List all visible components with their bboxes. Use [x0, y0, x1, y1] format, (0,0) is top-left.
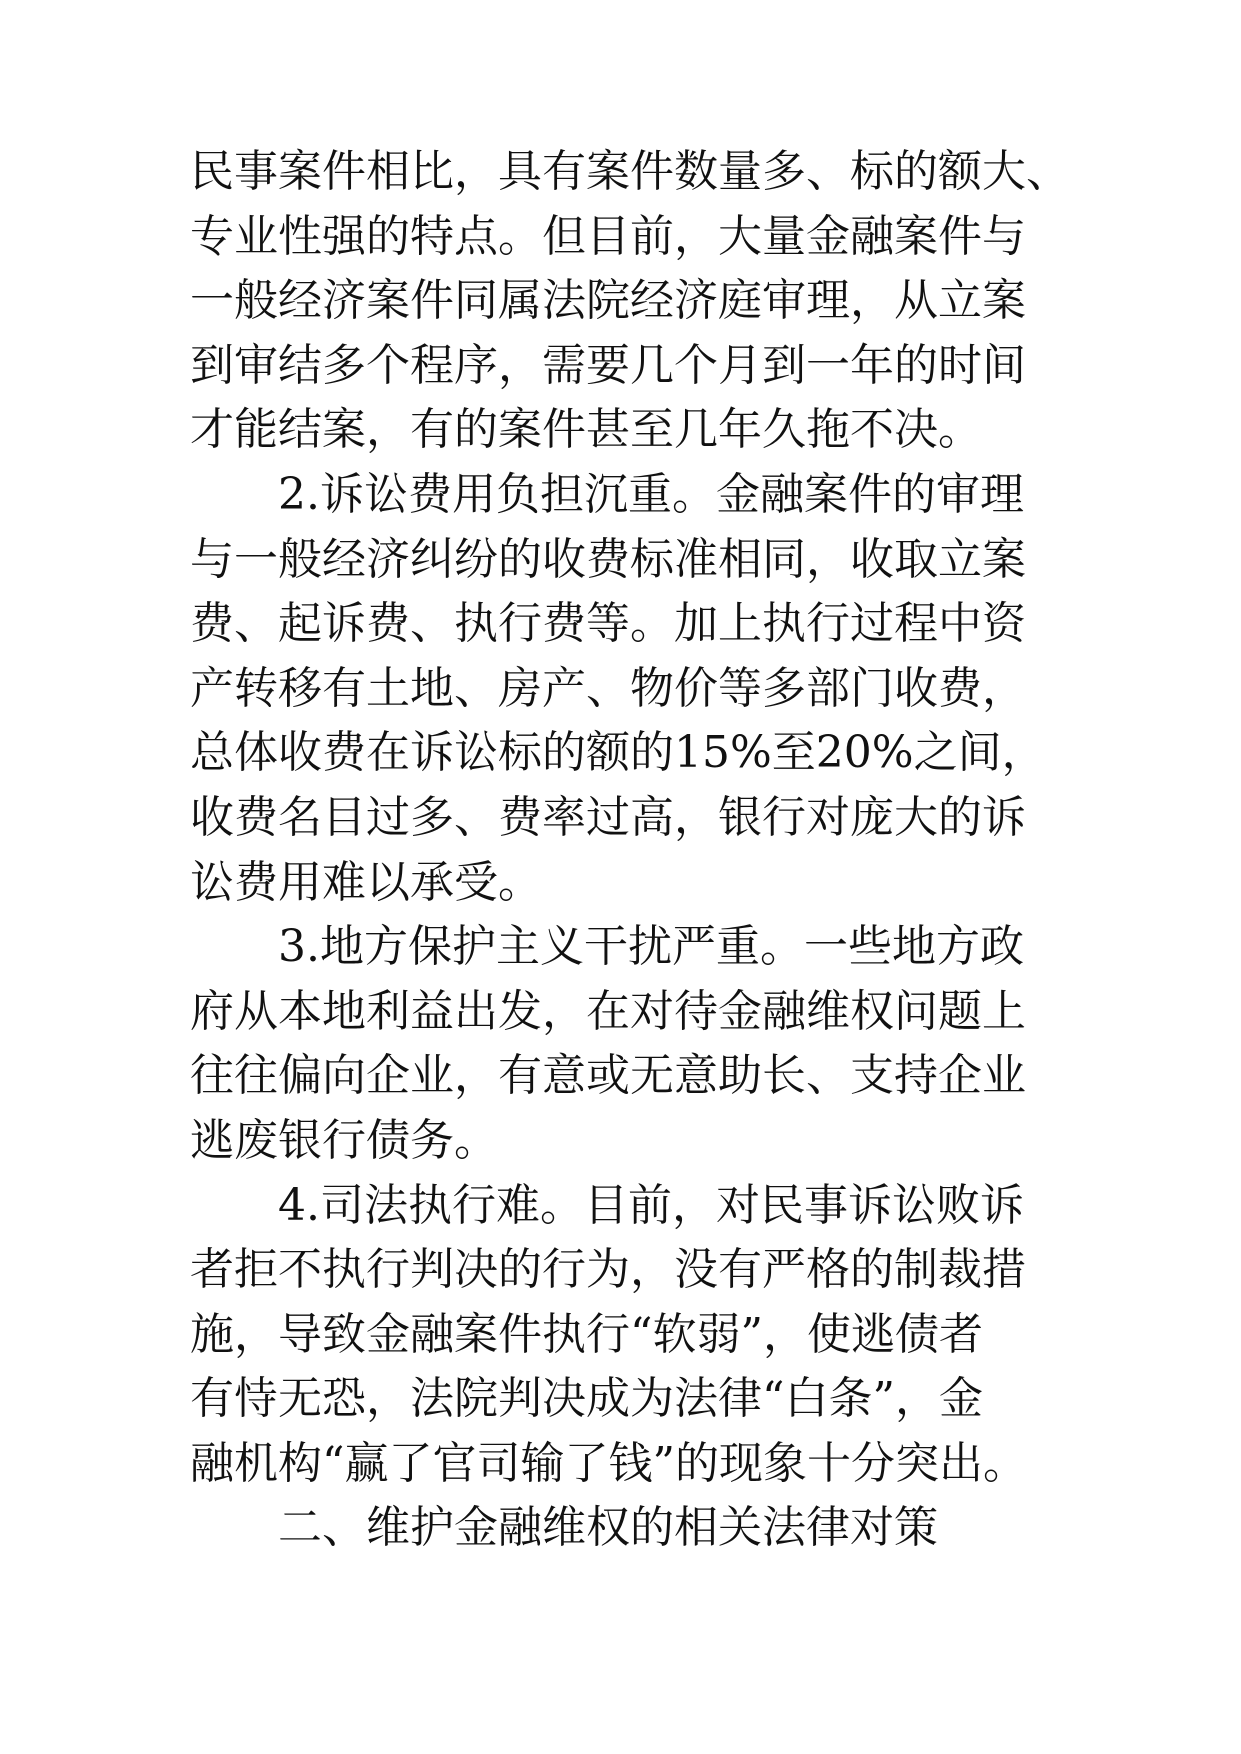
text-line: 施，导致金融案件执行“软弱”，使逃债者 [190, 1308, 983, 1360]
text-line: 与一般经济纠纷的收费标准相同，收取立案 [190, 533, 1026, 585]
paragraph-start-line: 4.司法执行难。目前，对民事诉讼败诉 [278, 1179, 1024, 1231]
paragraph-start-line: 3.地方保护主义干扰严重。一些地方政 [278, 921, 1024, 973]
text-line: 专业性强的特点。但目前，大量金融案件与 [190, 210, 1026, 262]
document-body [190, 140, 1070, 1561]
section-heading: 二、维护金融维权的相关法律对策 [278, 1502, 938, 1554]
text-line: 到审结多个程序，需要几个月到一年的时间 [190, 339, 1026, 391]
text-line: 收费名目过多、费率过高，银行对庞大的诉 [190, 791, 1026, 843]
text-line: 一般经济案件同属法院经济庭审理，从立案 [190, 275, 1026, 327]
text-line: 有恃无恐，法院判决成为法律“白条”，金 [190, 1373, 983, 1425]
text-line: 往往偏向企业，有意或无意助长、支持企业 [190, 1050, 1026, 1102]
text-line: 产转移有土地、房产、物价等多部门收费， [190, 662, 1026, 714]
text-line: 融机构“赢了官司输了钱”的现象十分突出。 [190, 1437, 1027, 1489]
text-line: 逃废银行债务。 [190, 1114, 498, 1166]
text-line: 府从本地利益出发，在对待金融维权问题上 [190, 985, 1026, 1037]
paragraph-start-line: 2.诉讼费用负担沉重。金融案件的审理 [278, 468, 1024, 520]
text-line: 讼费用难以承受。 [190, 856, 542, 908]
text-line: 费、起诉费、执行费等。加上执行过程中资 [190, 598, 1026, 650]
text-line: 总体收费在诉讼标的额的15%至20%之间， [190, 727, 1046, 779]
text-line: 者拒不执行判决的行为，没有严格的制裁措 [190, 1244, 1026, 1296]
text-line: 民事案件相比，具有案件数量多、标的额大、 [190, 146, 1070, 197]
text-line: 才能结案，有的案件甚至几年久拖不决。 [190, 404, 982, 456]
